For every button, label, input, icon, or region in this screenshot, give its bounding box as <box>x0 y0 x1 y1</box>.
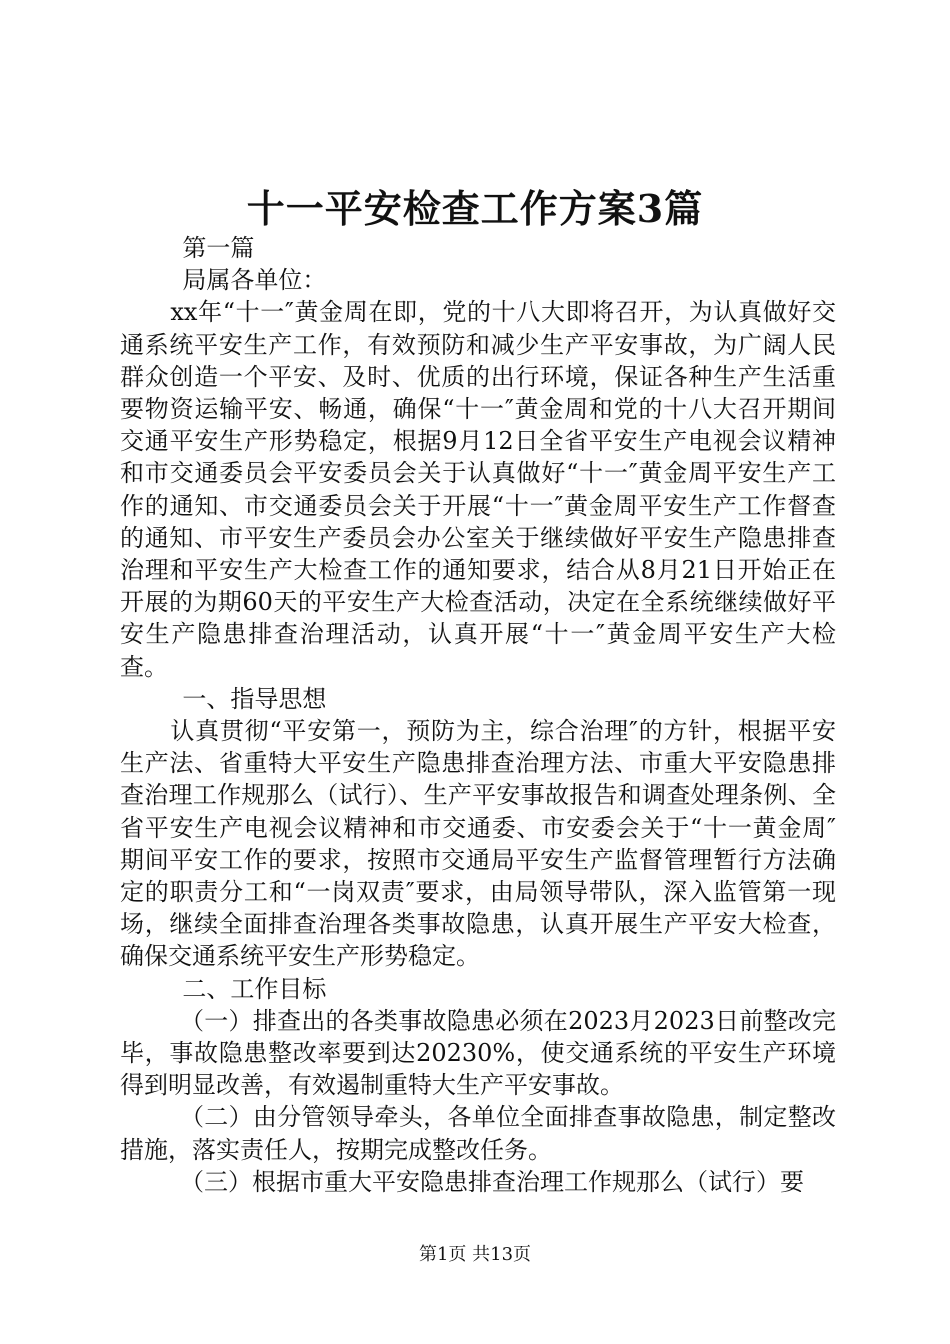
list-item: （一）排查出的各类事故隐患必须在2023月2023日前整改完毕，事故隐患整改率要到达20230%，使交通系统的平安生产环境得到明显改善，有效遏制重特大生产平安事故。 <box>120 1006 836 1100</box>
section-heading: 一、指导思想 <box>182 684 327 713</box>
document-body <box>120 232 836 1198</box>
list-item: （三）根据市重大平安隐患排查治理工作规那么（试行）要 <box>180 1167 804 1196</box>
body-paragraph: xx年“十一″黄金周在即，党的十八大即将召开，为认真做好交通系统平安生产工作，有效预防和减少生产平安事故，为广阔人民群众创造一个平安、及时、优质的出行环境，保证各种生产生活重要物资运输平安、畅通，确保“十一″黄金周和党的十八大召开期间交通平安生产形势稳定，根据9月12日全省平安生产电视会议精神和市交通委员会平安委员会关于认真做好“十一″黄金周平安生产工作的通知、市交通委员会关于开展“十一″黄金周平安生产工作督查的通知、市平安生产委员会办公室关于继续做好平安生产隐患排查治理和平安生产大检查工作的通知要求，结合从8月21日开始正在开展的为期60天的平安生产大检查活动，决定在全系统继续做好平安生产隐患排查治理活动，认真开展“十一″黄金周平安生产大检查。 <box>120 298 836 681</box>
salutation: 局属各单位： <box>182 266 327 295</box>
list-item: （二）由分管领导牵头，各单位全面排查事故隐患，制定整改措施，落实责任人，按期完成整改任务。 <box>120 1103 836 1164</box>
body-paragraph: 认真贯彻“平安第一，预防为主，综合治理″的方针，根据平安生产法、省重特大平安生产隐患排查治理方法、市重大平安隐患排查治理工作规那么（试行）、生产平安事故报告和调查处理条例、全省平安生产电视会议精神和市交通委、市安委会关于“十一黄金周″期间平安工作的要求，按照市交通局平安生产监督管理暂行方法确定的职责分工和“一岗双责″要求，由局领导带队，深入监管第一现场，继续全面排查治理各类事故隐患，认真开展生产平安大检查，确保交通系统平安生产形势稳定。 <box>120 717 836 971</box>
page-number: 第1页 共13页 <box>418 1244 532 1265</box>
document-title: 十一平安检查工作方案3篇 <box>246 186 704 231</box>
section-heading: 二、工作目标 <box>182 974 327 1003</box>
section-label: 第一篇 <box>182 234 255 262</box>
